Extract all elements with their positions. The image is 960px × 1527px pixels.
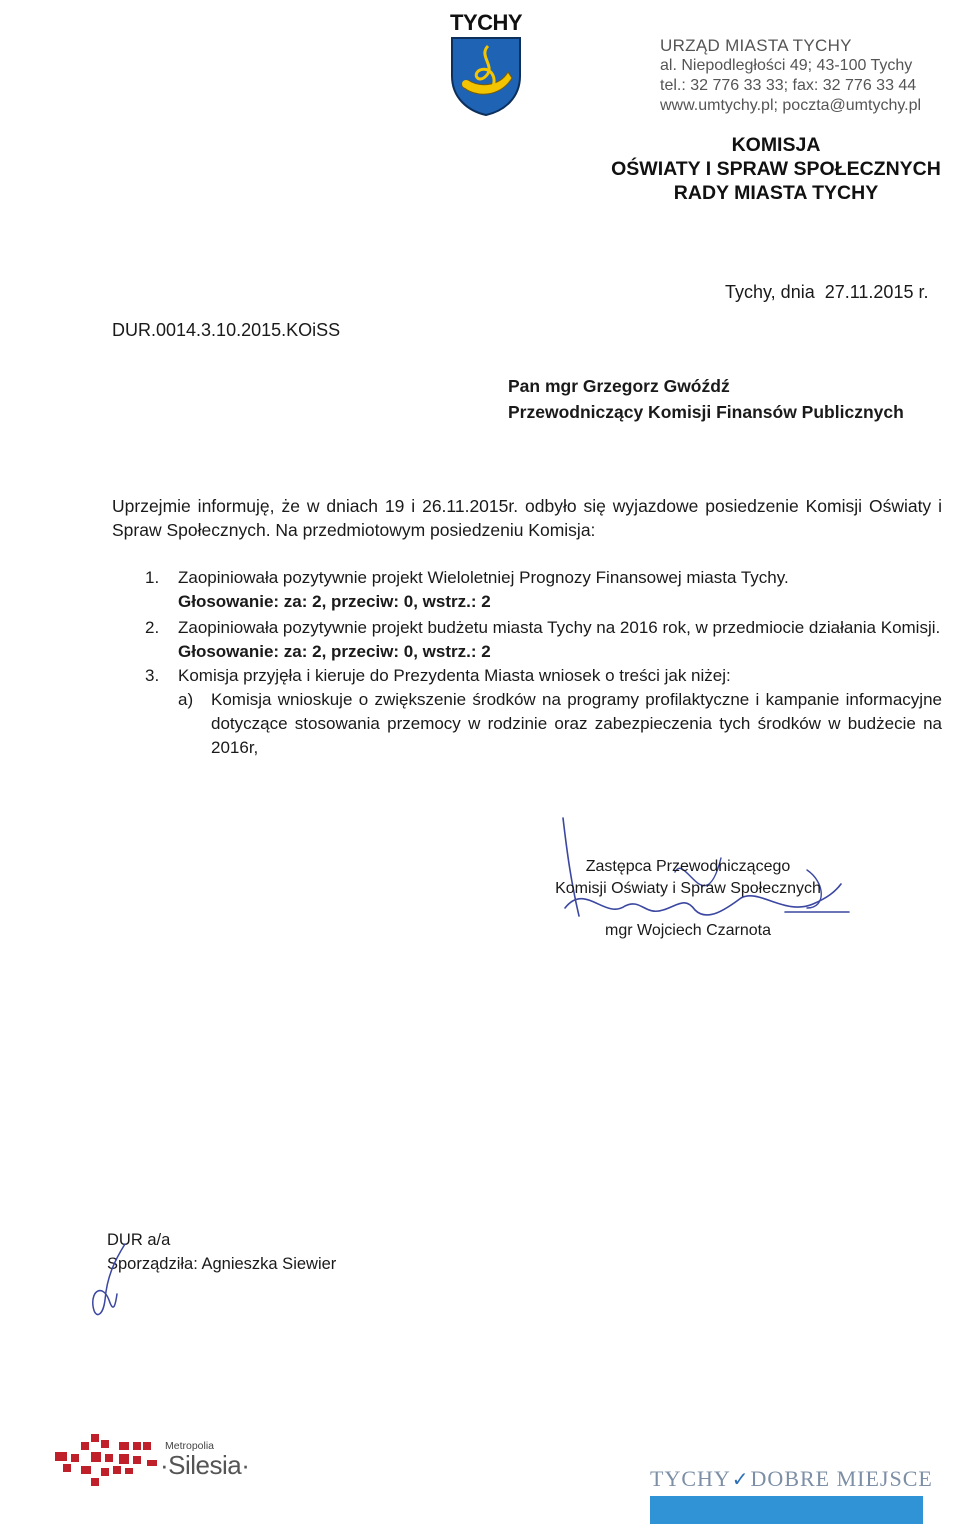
slogan-left: TYCHY bbox=[650, 1466, 731, 1491]
commission-line-3: RADY MIASTA TYCHY bbox=[673, 182, 879, 204]
vote-result: Głosowanie: za: 2, przeciw: 0, wstrz.: 2 bbox=[178, 642, 491, 661]
addressee-block bbox=[508, 373, 904, 425]
crest-city-name: TYCHY bbox=[450, 10, 523, 35]
list-item bbox=[145, 664, 942, 760]
metropolia-silesia-logo bbox=[55, 1432, 160, 1492]
sub-item-text: Komisja wnioskuje o zwiększenie środków na programy profilaktyczne i kampanie informacyjne dotyczące stosowania przemocy w rodzinie oraz zabezpieczenia tych środków w budżecie na 2016r, bbox=[211, 690, 942, 757]
intro-paragraph: Uprzejmie informuję, że w dniach 19 i 26.11.2015r. odbyło się wyjazdowe posiedzenie Komisji Oświaty i Spraw Społecznych. Na przedmiotowym posiedzeniu Komisja: bbox=[112, 496, 942, 540]
signatory-name: mgr Wojciech Czarnota bbox=[605, 922, 771, 939]
commission-title bbox=[600, 133, 952, 205]
list-item-number: 3. bbox=[145, 666, 160, 685]
city-crest-icon bbox=[448, 36, 524, 116]
silesia-label: ·Silesia· bbox=[160, 1450, 250, 1480]
office-address: al. Niepodległości 49; 43-100 Tychy bbox=[660, 57, 913, 74]
list-item-text: Komisja przyjęła i kieruje do Prezydenta Miasta wniosek o treści jak niżej: bbox=[178, 666, 731, 685]
initials-signature bbox=[85, 1240, 135, 1340]
checkmark-icon: ✓ bbox=[731, 1467, 750, 1491]
office-name: URZĄD MIASTA TYCHY bbox=[660, 36, 852, 55]
list-item bbox=[145, 566, 942, 614]
addressee-role: Przewodniczący Komisji Finansów Publicznych bbox=[508, 402, 904, 422]
vote-result: Głosowanie: za: 2, przeciw: 0, wstrz.: 2 bbox=[178, 592, 491, 611]
prepared-by-block bbox=[107, 1228, 336, 1276]
footer-color-bar bbox=[650, 1496, 923, 1524]
list-item-text: Zaopiniowała pozytywnie projekt budżetu miasta Tychy na 2016 rok, w przedmiocie działania Komisji. bbox=[178, 618, 941, 637]
letter-date: Tychy, dnia 27.11.2015 r. bbox=[725, 282, 929, 302]
city-slogan bbox=[650, 1466, 933, 1492]
department-code: DUR a/a bbox=[107, 1231, 171, 1249]
list-item-number: 1. bbox=[145, 568, 160, 587]
signature-block bbox=[548, 856, 828, 942]
signatory-title-2: Komisji Oświaty i Spraw Społecznych bbox=[555, 880, 821, 897]
sub-item bbox=[178, 688, 942, 760]
reference-number: DUR.0014.3.10.2015.KOiSS bbox=[112, 320, 341, 340]
list-item-text: Zaopiniowała pozytywnie projekt Wieloletniej Prognozy Finansowej miasta Tychy. bbox=[178, 568, 789, 587]
office-block bbox=[660, 36, 921, 116]
sub-item-label: a) bbox=[178, 690, 194, 709]
office-web: www.umtychy.pl; poczta@umtychy.pl bbox=[660, 97, 922, 114]
list-item-number: 2. bbox=[145, 618, 160, 637]
commission-line-2: OŚWIATY I SPRAW SPOŁECZNYCH bbox=[611, 158, 941, 180]
commission-line-1: KOMISJA bbox=[731, 134, 821, 156]
metropolia-label: Metropolia bbox=[165, 1440, 215, 1452]
slogan-right: DOBRE MIEJSCE bbox=[750, 1466, 933, 1491]
signatory-title-1: Zastępca Przewodniczącego bbox=[585, 858, 791, 875]
prepared-by: Sporządziła: Agnieszka Siewier bbox=[107, 1255, 337, 1273]
addressee-name: Pan mgr Grzegorz Gwóźdź bbox=[508, 376, 730, 396]
office-phone: tel.: 32 776 33 33; fax: 32 776 33 44 bbox=[660, 77, 917, 94]
list-item bbox=[145, 616, 942, 664]
decision-list bbox=[145, 566, 942, 760]
